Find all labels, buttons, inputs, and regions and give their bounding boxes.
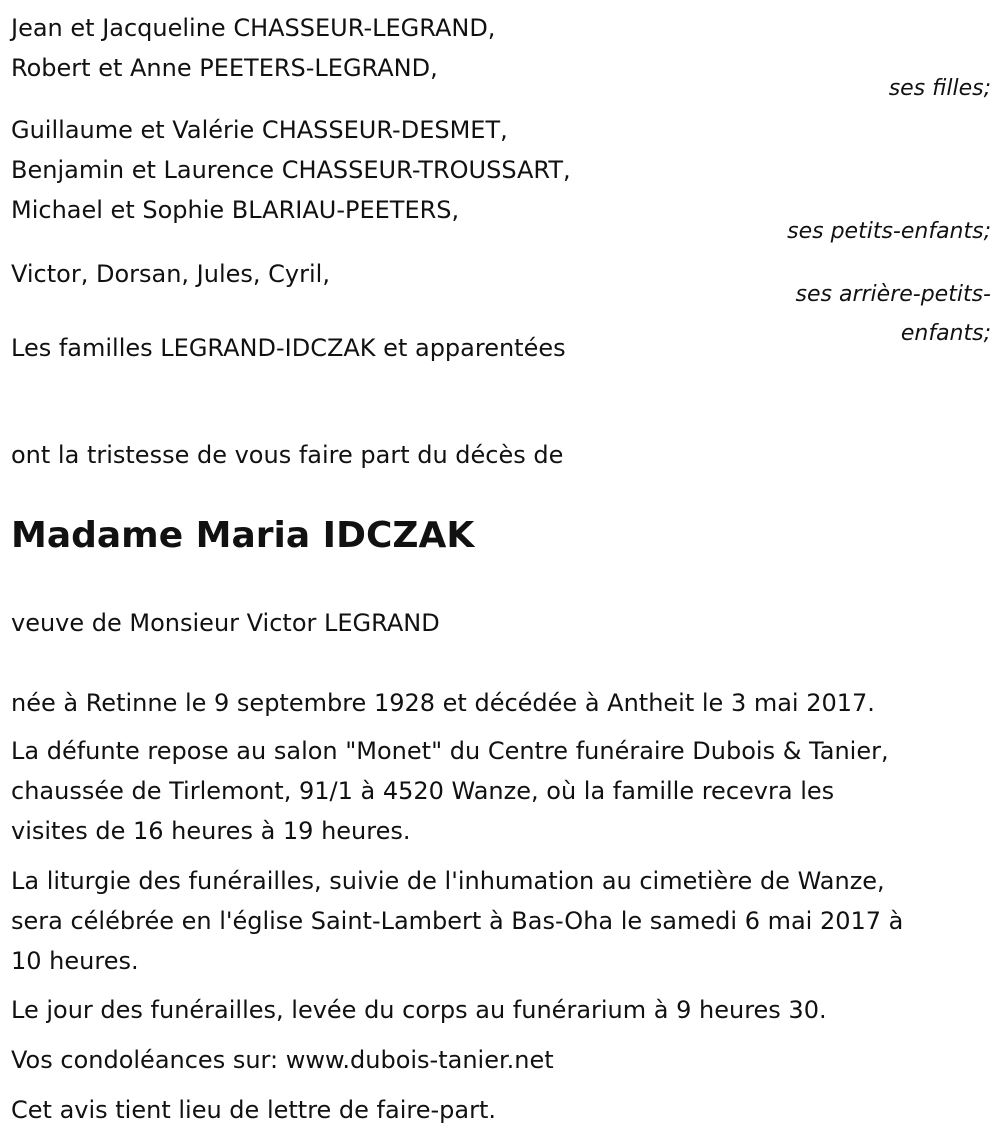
deceased-name: Madame Maria IDCZAK [11,515,475,556]
viewing-line: La défunte repose au salon "Monet" du Centre funéraire Dubois & Tanier, [11,737,889,765]
grandchildren-role: ses petits-enfants; [787,219,991,244]
great-grandchildren-line: Victor, Dorsan, Jules, Cyril, [11,260,330,288]
birth-death-text: née à Retinne le 9 septembre 1928 et décédée à Antheit le 3 mai 2017. [11,689,875,717]
viewing-paragraph [11,731,889,851]
family-line: Robert et Anne PEETERS-LEGRAND, [11,54,438,82]
liturgy-line: La liturgie des funérailles, suivie de l'inhumation au cimetière de Wanze, [11,867,885,895]
great-grandchildren-role-1: ses arrière-petits- [795,282,991,307]
viewing-line: chaussée de Tirlemont, 91/1 à 4520 Wanze, où la famille recevra les [11,777,835,805]
family-line: Guillaume et Valérie CHASSEUR-DESMET, [11,116,508,144]
daughters-role: ses filles; [888,76,991,101]
great-grandchildren-role-2: enfants; [900,321,991,346]
announcement-text: ont la tristesse de vous faire part du décès de [11,441,564,469]
grandchildren-group [11,110,991,230]
family-line: Michael et Sophie BLARIAU-PEETERS, [11,196,460,224]
closing-text: Cet avis tient lieu de lettre de faire-part. [11,1096,496,1124]
family-line: Benjamin et Laurence CHASSEUR-TROUSSART, [11,156,571,184]
viewing-line: visites de 16 heures à 19 heures. [11,817,411,845]
families-line: Les familles LEGRAND-IDCZAK et apparentées [11,334,566,362]
funeral-day-text: Le jour des funérailles, levée du corps au funérarium à 9 heures 30. [11,996,827,1024]
condolences-text: Vos condoléances sur: www.dubois-tanier.net [11,1046,554,1074]
liturgy-line: 10 heures. [11,947,139,975]
liturgy-line: sera célébrée en l'église Saint-Lambert à Bas-Oha le samedi 6 mai 2017 à [11,907,904,935]
family-line: Jean et Jacqueline CHASSEUR-LEGRAND, [11,14,496,42]
liturgy-paragraph [11,861,903,981]
widow-of-text: veuve de Monsieur Victor LEGRAND [11,609,440,637]
